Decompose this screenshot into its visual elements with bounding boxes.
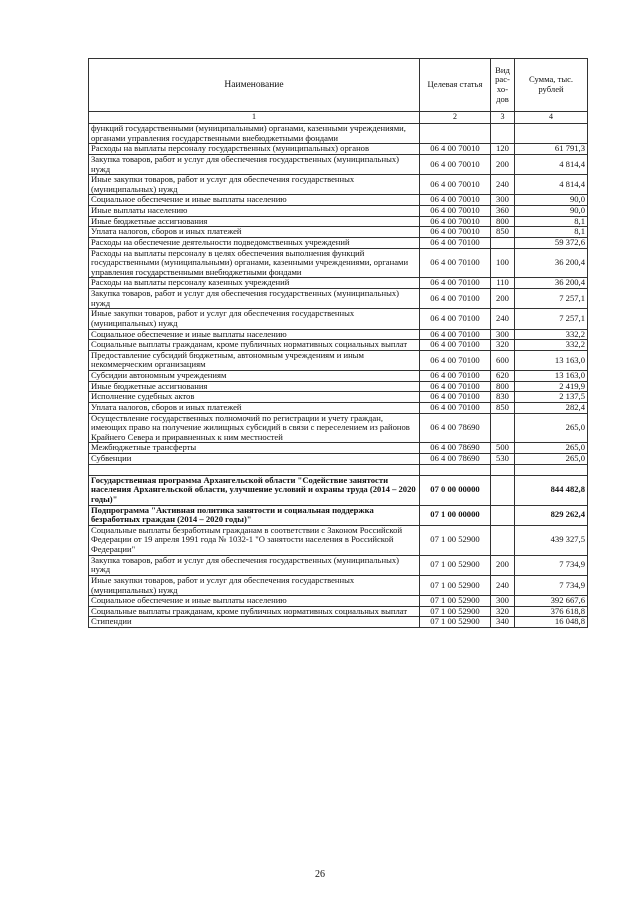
row-name-cell: Иные закупки товаров, работ и услуг для обеспечения государственных (муниципальных) нужд <box>89 175 420 195</box>
row-target-article-cell: 06 4 00 70100 <box>420 392 491 403</box>
table-row <box>89 206 588 217</box>
table-row <box>89 617 588 628</box>
table-row <box>89 289 588 309</box>
row-expense-type-cell: 800 <box>491 216 515 227</box>
row-expense-type-cell: 320 <box>491 340 515 351</box>
row-name-cell: Закупка товаров, работ и услуг для обеспечения государственных (муниципальных) нужд <box>89 289 420 309</box>
row-name-cell: Расходы на выплаты персоналу в целях обеспечения выполнения функций государственными (муниципальными) органами, казенными учреждениями, органами управления государственными внебюджетными фондами <box>89 248 420 278</box>
row-target-article-cell: 06 4 00 70100 <box>420 340 491 351</box>
row-target-article-cell: 06 4 00 78690 <box>420 413 491 443</box>
row-sum-cell: 7 257,1 <box>515 309 588 329</box>
row-name-cell: Межбюджетные трансферты <box>89 443 420 454</box>
row-expense-type-cell: 110 <box>491 278 515 289</box>
row-sum-cell <box>515 124 588 144</box>
row-expense-type-cell: 800 <box>491 381 515 392</box>
row-name-cell: Иные закупки товаров, работ и услуг для обеспечения государственных (муниципальных) нужд <box>89 309 420 329</box>
table-row <box>89 443 588 454</box>
row-sum-cell: 392 667,6 <box>515 596 588 607</box>
table-row <box>89 175 588 195</box>
table-row <box>89 596 588 607</box>
header-target-article: Целевая статья <box>420 59 491 112</box>
table-row <box>89 124 588 144</box>
table-row <box>89 464 588 475</box>
row-name-cell: Социальное обеспечение и иные выплаты населению <box>89 596 420 607</box>
row-name-cell: Иные бюджетные ассигнования <box>89 216 420 227</box>
row-target-article-cell: 06 4 00 70010 <box>420 206 491 217</box>
page-number: 26 <box>315 869 325 880</box>
row-name-cell: Социальное обеспечение и иные выплаты населению <box>89 195 420 206</box>
row-sum-cell: 829 262,4 <box>515 505 588 525</box>
row-name-cell: Подпрограмма "Активная политика занятости и социальная поддержка безработных граждан (2014 – 2020 годы)" <box>89 505 420 525</box>
row-name-cell: Расходы на выплаты персоналу казенных учреждений <box>89 278 420 289</box>
row-target-article-cell <box>420 464 491 475</box>
table-row <box>89 216 588 227</box>
table-row <box>89 237 588 248</box>
column-number: 2 <box>420 112 491 124</box>
row-name-cell: Стипендии <box>89 617 420 628</box>
row-expense-type-cell <box>491 525 515 555</box>
table-row <box>89 144 588 155</box>
row-target-article-cell: 06 4 00 70100 <box>420 237 491 248</box>
row-name-cell: Уплата налогов, сборов и иных платежей <box>89 402 420 413</box>
column-number: 1 <box>89 112 420 124</box>
row-target-article-cell: 06 4 00 78690 <box>420 443 491 454</box>
row-name-cell: Субсидии автономным учреждениям <box>89 371 420 382</box>
row-target-article-cell: 07 0 00 00000 <box>420 475 491 505</box>
table-row <box>89 381 588 392</box>
row-expense-type-cell: 530 <box>491 454 515 465</box>
table-row <box>89 329 588 340</box>
row-name-cell: Государственная программа Архангельской области "Содействие занятости населения Архангельской области, улучшение условий и охраны труда (2014 – 2020 годы)" <box>89 475 420 505</box>
row-name-cell: функций государственными (муниципальными) органами, казенными учреждениями, органами управления государственными внебюджетными фондами <box>89 124 420 144</box>
row-target-article-cell: 06 4 00 70010 <box>420 154 491 174</box>
row-name-cell: Предоставление субсидий бюджетным, автономным учреждениям и иным некоммерческим организациям <box>89 350 420 370</box>
row-expense-type-cell: 100 <box>491 248 515 278</box>
row-expense-type-cell: 200 <box>491 289 515 309</box>
row-expense-type-cell: 850 <box>491 402 515 413</box>
row-name-cell: Социальные выплаты гражданам, кроме публичных нормативных социальных выплат <box>89 606 420 617</box>
row-name-cell: Уплата налогов, сборов и иных платежей <box>89 227 420 238</box>
table-header-row <box>89 59 588 112</box>
row-sum-cell: 376 618,8 <box>515 606 588 617</box>
table-row <box>89 606 588 617</box>
row-target-article-cell: 06 4 00 70100 <box>420 329 491 340</box>
table-row <box>89 278 588 289</box>
row-sum-cell: 36 200,4 <box>515 278 588 289</box>
row-sum-cell: 61 791,3 <box>515 144 588 155</box>
row-name-cell: Расходы на обеспечение деятельности подведомственных учреждений <box>89 237 420 248</box>
row-target-article-cell: 07 1 00 52900 <box>420 555 491 575</box>
row-target-article-cell: 07 1 00 52900 <box>420 575 491 595</box>
row-sum-cell: 90,0 <box>515 195 588 206</box>
row-sum-cell: 7 734,9 <box>515 555 588 575</box>
row-expense-type-cell: 850 <box>491 227 515 238</box>
row-sum-cell: 265,0 <box>515 443 588 454</box>
table-row <box>89 350 588 370</box>
row-target-article-cell: 06 4 00 78690 <box>420 454 491 465</box>
row-expense-type-cell <box>491 124 515 144</box>
row-expense-type-cell: 240 <box>491 309 515 329</box>
row-name-cell: Иные выплаты населению <box>89 206 420 217</box>
table-row <box>89 413 588 443</box>
row-sum-cell: 8,1 <box>515 227 588 238</box>
row-sum-cell: 282,4 <box>515 402 588 413</box>
row-expense-type-cell: 300 <box>491 329 515 340</box>
table-row <box>89 248 588 278</box>
header-sum: Сумма, тыс. рублей <box>515 59 588 112</box>
table-row <box>89 475 588 505</box>
row-target-article-cell: 07 1 00 52900 <box>420 596 491 607</box>
row-sum-cell: 265,0 <box>515 454 588 465</box>
table-row <box>89 402 588 413</box>
table-row <box>89 309 588 329</box>
row-expense-type-cell: 360 <box>491 206 515 217</box>
row-sum-cell: 59 372,6 <box>515 237 588 248</box>
row-expense-type-cell: 200 <box>491 555 515 575</box>
row-sum-cell: 8,1 <box>515 216 588 227</box>
row-target-article-cell: 07 1 00 52900 <box>420 525 491 555</box>
row-sum-cell: 90,0 <box>515 206 588 217</box>
row-sum-cell: 4 814,4 <box>515 175 588 195</box>
row-sum-cell: 13 163,0 <box>515 371 588 382</box>
row-target-article-cell: 06 4 00 70100 <box>420 350 491 370</box>
row-name-cell: Исполнение судебных актов <box>89 392 420 403</box>
row-expense-type-cell: 620 <box>491 371 515 382</box>
row-target-article-cell: 06 4 00 70100 <box>420 402 491 413</box>
row-name-cell <box>89 464 420 475</box>
row-sum-cell: 36 200,4 <box>515 248 588 278</box>
row-sum-cell: 265,0 <box>515 413 588 443</box>
row-sum-cell: 332,2 <box>515 329 588 340</box>
table-row <box>89 227 588 238</box>
row-expense-type-cell <box>491 505 515 525</box>
row-target-article-cell: 06 4 00 70010 <box>420 195 491 206</box>
column-number: 4 <box>515 112 588 124</box>
row-name-cell: Социальное обеспечение и иные выплаты населению <box>89 329 420 340</box>
row-sum-cell: 7 734,9 <box>515 575 588 595</box>
row-expense-type-cell: 320 <box>491 606 515 617</box>
row-expense-type-cell: 830 <box>491 392 515 403</box>
column-number-row <box>89 112 588 124</box>
row-sum-cell: 7 257,1 <box>515 289 588 309</box>
table-row <box>89 555 588 575</box>
row-name-cell: Социальные выплаты гражданам, кроме публичных нормативных социальных выплат <box>89 340 420 351</box>
column-number: 3 <box>491 112 515 124</box>
table-row <box>89 154 588 174</box>
row-target-article-cell: 07 1 00 52900 <box>420 606 491 617</box>
header-name: Наименование <box>89 59 420 112</box>
row-expense-type-cell: 340 <box>491 617 515 628</box>
row-sum-cell: 2 137,5 <box>515 392 588 403</box>
row-name-cell: Закупка товаров, работ и услуг для обеспечения государственных (муниципальных) нужд <box>89 555 420 575</box>
row-target-article-cell: 06 4 00 70100 <box>420 278 491 289</box>
row-target-article-cell: 06 4 00 70100 <box>420 381 491 392</box>
row-expense-type-cell: 120 <box>491 144 515 155</box>
row-name-cell: Субвенции <box>89 454 420 465</box>
row-expense-type-cell <box>491 413 515 443</box>
table-row <box>89 505 588 525</box>
row-sum-cell: 13 163,0 <box>515 350 588 370</box>
row-sum-cell: 844 482,8 <box>515 475 588 505</box>
row-name-cell: Социальные выплаты безработным гражданам в соответствии с Законом Российской Федерации от 19 апреля 1991 года № 1032-1 "О занятости населения в Российской Федерации" <box>89 525 420 555</box>
row-expense-type-cell <box>491 475 515 505</box>
row-target-article-cell: 06 4 00 70010 <box>420 227 491 238</box>
table-row <box>89 454 588 465</box>
table-row <box>89 392 588 403</box>
row-expense-type-cell: 600 <box>491 350 515 370</box>
table-row <box>89 195 588 206</box>
table-row <box>89 340 588 351</box>
row-target-article-cell: 06 4 00 70010 <box>420 216 491 227</box>
row-name-cell: Иные бюджетные ассигнования <box>89 381 420 392</box>
header-expense-type: Вид рас-хо-дов <box>491 59 515 112</box>
row-target-article-cell: 06 4 00 70100 <box>420 289 491 309</box>
row-expense-type-cell: 240 <box>491 575 515 595</box>
row-name-cell: Закупка товаров, работ и услуг для обеспечения государственных (муниципальных) нужд <box>89 154 420 174</box>
row-expense-type-cell <box>491 464 515 475</box>
row-target-article-cell: 06 4 00 70100 <box>420 371 491 382</box>
row-target-article-cell <box>420 124 491 144</box>
row-name-cell: Иные закупки товаров, работ и услуг для обеспечения государственных (муниципальных) нужд <box>89 575 420 595</box>
row-sum-cell: 2 419,9 <box>515 381 588 392</box>
row-expense-type-cell: 500 <box>491 443 515 454</box>
row-target-article-cell: 06 4 00 70010 <box>420 144 491 155</box>
row-target-article-cell: 07 1 00 52900 <box>420 617 491 628</box>
row-expense-type-cell: 300 <box>491 195 515 206</box>
row-sum-cell: 439 327,5 <box>515 525 588 555</box>
row-expense-type-cell <box>491 237 515 248</box>
table-row <box>89 525 588 555</box>
row-name-cell: Осуществление государственных полномочий по регистрации и учету граждан, имеющих право на получение жилищных субсидий в связи с переселением из районов Крайнего Севера и приравненных к ним местностей <box>89 413 420 443</box>
row-expense-type-cell: 200 <box>491 154 515 174</box>
row-target-article-cell: 06 4 00 70010 <box>420 175 491 195</box>
row-target-article-cell: 06 4 00 70100 <box>420 248 491 278</box>
row-expense-type-cell: 240 <box>491 175 515 195</box>
row-name-cell: Расходы на выплаты персоналу государственных (муниципальных) органов <box>89 144 420 155</box>
table-row <box>89 371 588 382</box>
row-sum-cell: 4 814,4 <box>515 154 588 174</box>
row-sum-cell: 332,2 <box>515 340 588 351</box>
row-expense-type-cell: 300 <box>491 596 515 607</box>
row-target-article-cell: 06 4 00 70100 <box>420 309 491 329</box>
row-sum-cell: 16 048,8 <box>515 617 588 628</box>
budget-table <box>88 58 588 628</box>
table-row <box>89 575 588 595</box>
row-sum-cell <box>515 464 588 475</box>
row-target-article-cell: 07 1 00 00000 <box>420 505 491 525</box>
